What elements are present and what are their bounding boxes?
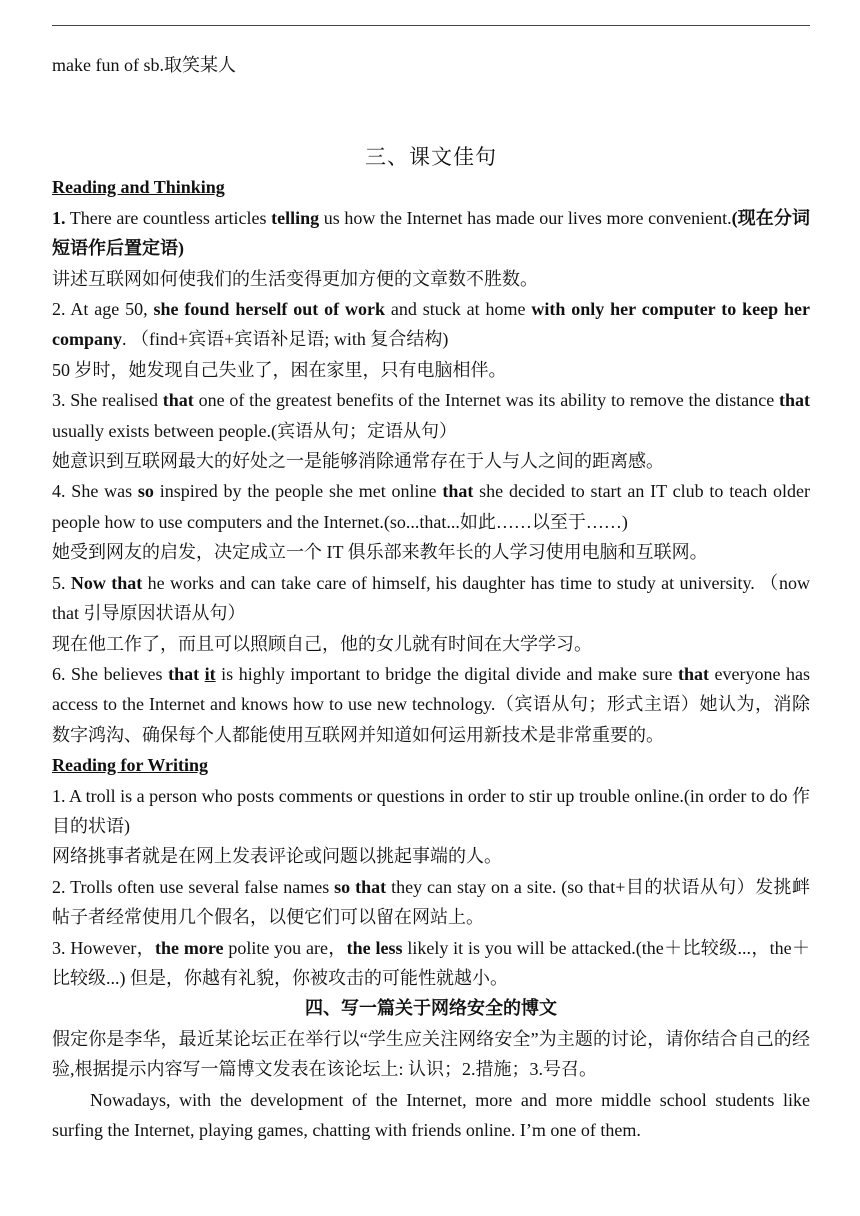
rw-item-3: 3. However，the more polite you are，the less likely it is you will be attacked.(the＋比较级...，the＋比较级...) 但是，你越有礼貌，你被攻击的可能性就越小。 [52, 937, 810, 988]
vocab-line: make fun of sb.取笑某人 [52, 55, 236, 75]
rt-item-6: 6. She believes that it is highly important to bridge the digital divide and make sure that everyone has access to the Internet and knows how to use new technology.（宾语从句；形式主语）她认为，消除数字鸿沟、确保每个人都能使用互联网并知道如何运用新技术是非常重要的。 [52, 663, 811, 745]
rt-item-1: 1. There are countless articles telling us how the Internet has made our lives more convenient.(现在分词短语作后置定语) [52, 207, 810, 259]
essay-opening: Nowadays, with the development of the Internet, more and more middle school students like surfing the Internet, playing games, chatting with friends online. I’m one of them. [52, 1089, 810, 1140]
writing-prompt: 假定你是李华，最近某论坛正在举行以“学生应关注网络安全”为主题的讨论，请你结合自己的经验,根据提示内容写一篇博文发表在该论坛上: 认识；2.措施；3.号召。 [52, 1028, 810, 1080]
document-body [52, 50, 810, 1145]
reading-thinking-title: Reading and Thinking [52, 177, 225, 198]
rw-item-1-translation: 网络挑事者就是在网上发表评论或问题以挑起事端的人。 [52, 846, 502, 867]
reading-writing-title: Reading for Writing [52, 755, 209, 776]
rw-item-2: 2. Trolls often use several false names so that they can stay on a site. (so that+目的状语从句）发挑衅帖子者经常使用几个假名，以便它们可以留在网站上。 [52, 876, 810, 928]
rw-item-1: 1. A troll is a person who posts comments or questions in order to stir up trouble online.(in order to do 作目的状语) [52, 785, 810, 836]
rt-item-4-translation: 她受到网友的启发，决定成立一个 IT 俱乐部来教年长的人学习使用电脑和互联网。 [52, 542, 708, 563]
rt-item-3-translation: 她意识到互联网最大的好处之一是能够消除通常存在于人与人之间的距离感。 [52, 451, 664, 472]
rt-item-3: 3. She realised that one of the greatest benefits of the Internet was its ability to remove the distance that usually exists between people.(宾语从句；定语从句） [52, 390, 810, 441]
rt-item-4: 4. She was so inspired by the people she met online that she decided to start an IT club to teach older people how to use computers and the Internet.(so...that...如此……以至于……) [52, 481, 810, 532]
rt-item-5-translation: 现在他工作了，而且可以照顾自己，他的女儿就有时间在大学学习。 [52, 633, 592, 654]
header-rule [52, 25, 810, 26]
section-4-heading: 四、写一篇关于网络安全的博文 [305, 998, 557, 1019]
section-3-heading: 三、课文佳句 [365, 145, 497, 170]
rt-item-1-translation: 讲述互联网如何使我们的生活变得更加方便的文章数不胜数。 [52, 268, 538, 289]
rt-item-2-translation: 50 岁时，她发现自己失业了，困在家里，只有电脑相伴。 [52, 359, 507, 380]
rt-item-2: 2. At age 50, she found herself out of work and stuck at home with only her computer to keep her company. （find+宾语+宾语补足语; with 复合结构) [52, 299, 810, 350]
rt-item-5: 5. Now that he works and can take care of himself, his daughter has time to study at university. （now that 引导原因状语从句） [52, 572, 811, 624]
